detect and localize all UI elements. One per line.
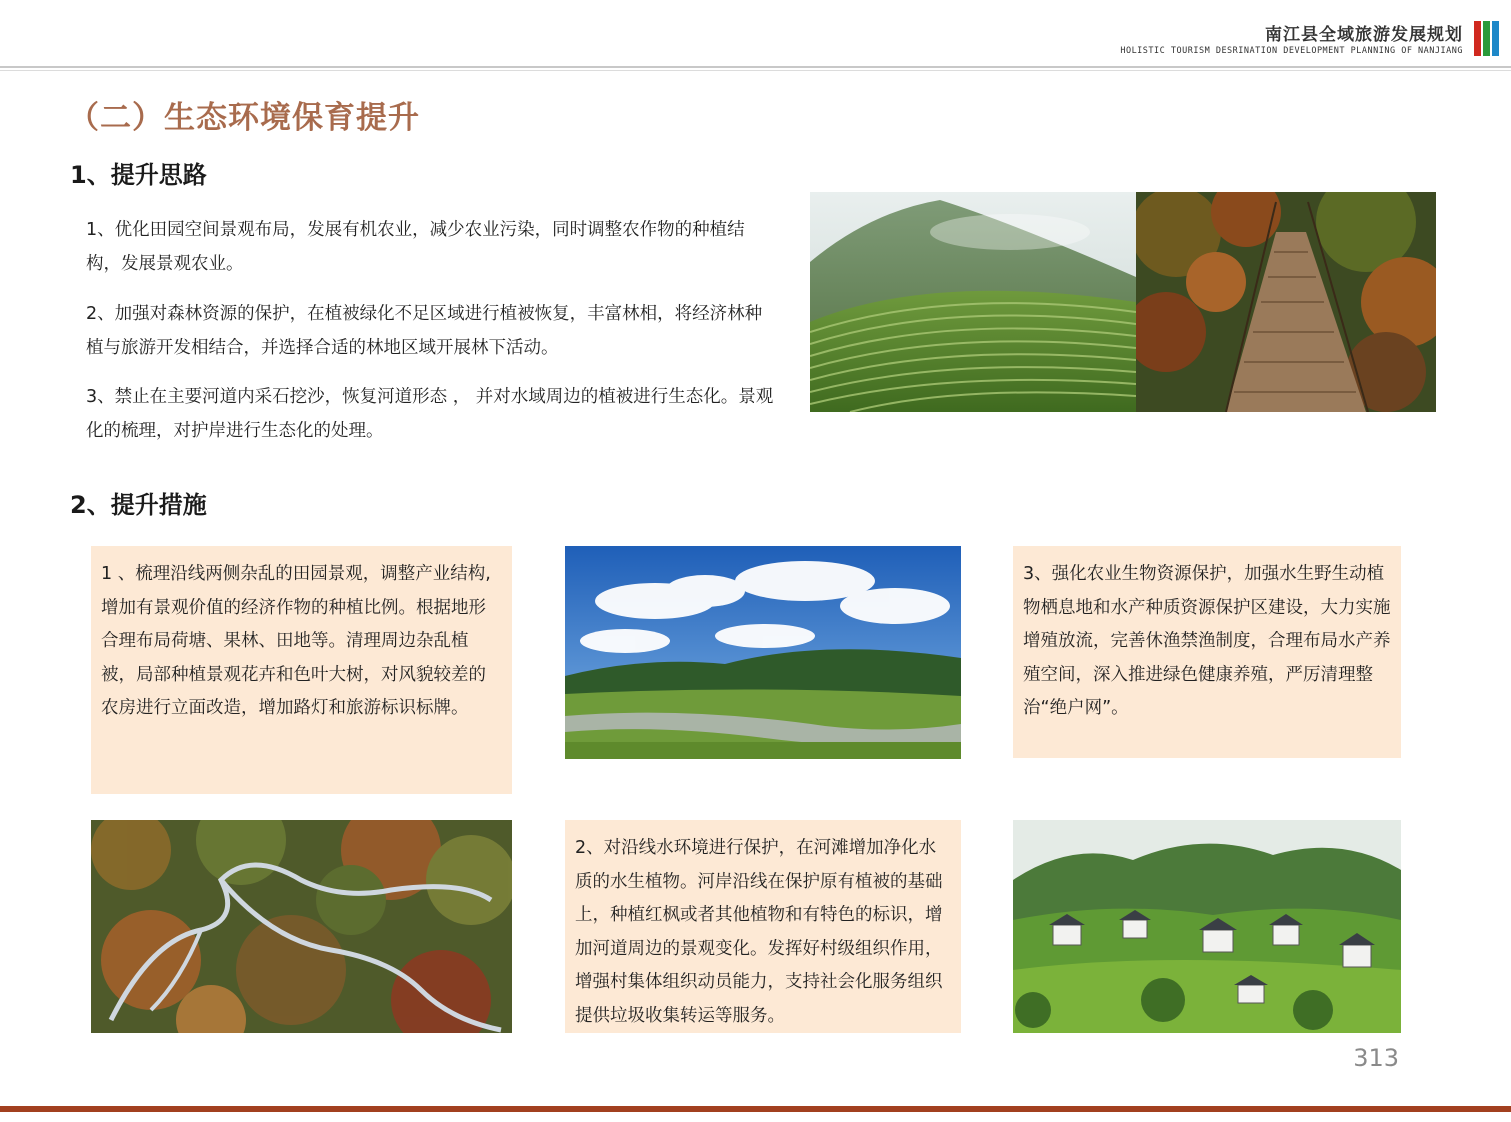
logo-bar-green [1483,21,1490,56]
logo-bar-red [1474,21,1481,56]
header-divider-thin [0,70,1511,71]
measure-text-3: 3、强化农业生物资源保护，加强水生野生动植物栖息地和水产种质资源保护区建设，大力实施增殖放流，完善休渔禁渔制度，合理布局水产养殖空间，深入推进绿色健康养殖，严厉清理整治“绝户网”。 [1023,564,1391,719]
section1-paragraph-2: 2、加强对森林资源的保护，在植被绿化不足区域进行植被恢复，丰富林相，将经济林种植与旅游开发相结合，并选择合适的林地区域开展林下活动。 [86,304,763,358]
green-village-photo [1013,820,1401,1033]
measure-box-3 [1013,546,1401,758]
measure-box-1 [91,546,512,794]
autumn-road-photo [91,820,512,1033]
section2-title: 2、提升措施 [70,491,207,519]
measure-text-1: 1 、梳理沿线两侧杂乱的田园景观，调整产业结构,增加有景观价值的经济作物的种植比例。根据地形合理布局荷塘、果林、田地等。清理周边杂乱植被，局部种植景观花卉和色叶大树，对风貌较差的农房进行立面改造，增加路灯和旅游标识标牌。 [101,564,491,719]
footer-bar [0,1106,1511,1112]
forest-bridge-photo [1136,192,1436,412]
measure-box-2 [565,820,961,1033]
logo-bar-blue [1492,21,1499,56]
section1-paragraph-3: 3、禁止在主要河道内采石挖沙，恢复河道形态 ， 并对水域周边的植被进行生态化。景观化的梳理，对护岸进行生态化的处理。 [86,387,774,441]
section1-paragraph-1: 1、优化田园空间景观布局，发展有机农业，减少农业污染，同时调整农作物的种植结构，发展景观农业。 [86,220,745,274]
page-number: 313 [1353,1044,1399,1072]
tea-terrace-photo [810,192,1136,412]
header-subtitle: HOLISTIC TOURISM DESRINATION DEVELOPMENT PLANNING OF NANJIANG [1120,46,1463,56]
header-title: 南江县全域旅游发展规划 [1265,25,1463,45]
river-sky-photo [565,546,961,759]
section1-title: 1、提升思路 [70,161,207,189]
measure-text-2: 2、对沿线水环境进行保护，在河滩增加净化水质的水生植物。河岸沿线在保护原有植被的基础上，种植红枫或者其他植物和有特色的标识，增加河道周边的景观变化。发挥好村级组织作用，增强村集体组织动员能力，支持社会化服务组织提供垃圾收集转运等服务。 [575,838,943,1026]
page-title: （二）生态环境保育提升 [68,100,420,136]
header-divider [0,66,1511,68]
